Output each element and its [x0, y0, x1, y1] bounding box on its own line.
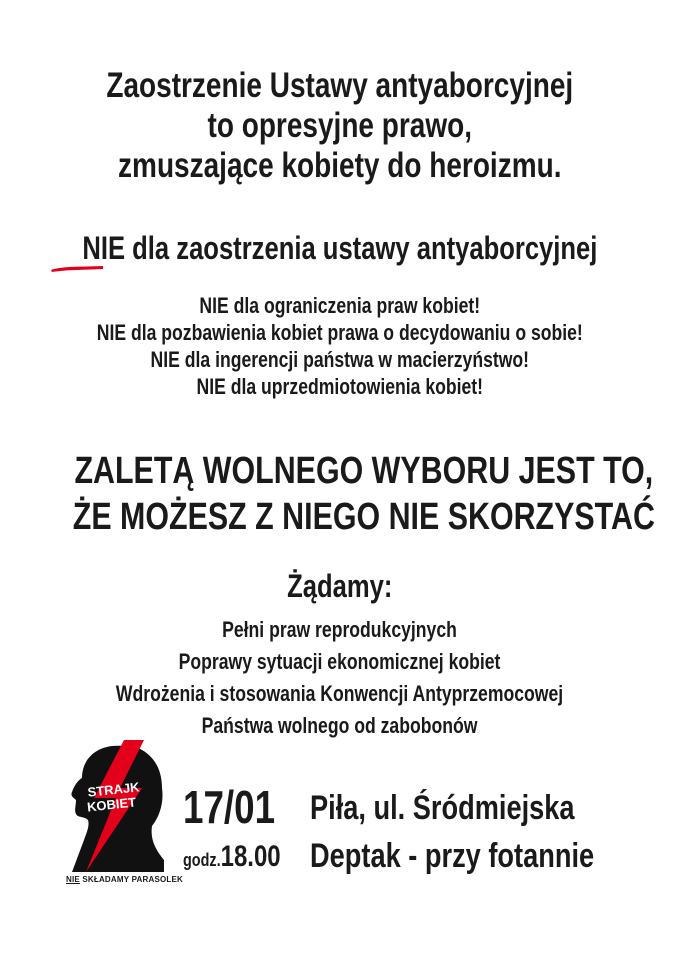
free-choice-slogan: [0, 448, 679, 540]
demands-title-text: Żądamy:: [286, 568, 393, 604]
heading-line-2: to opresyjne prawo,: [207, 106, 472, 145]
place-line-2: Deptak - przy fotannie: [310, 837, 595, 875]
nie-list-item: NIE dla uprzedmiotowienia kobiet!: [196, 374, 483, 399]
nie-list-text: [96, 292, 582, 400]
nie-list: [0, 292, 679, 400]
demands-title: [0, 566, 679, 606]
main-slogan: [0, 228, 679, 268]
time-prefix: godz.: [183, 850, 221, 870]
event-place: [310, 784, 594, 880]
heading: [0, 66, 679, 186]
free-choice-slogan-text: [73, 448, 655, 540]
tagline-nie: NIE: [66, 875, 80, 884]
logo-line-2: KOBIET: [86, 794, 137, 815]
heading-line-3: zmuszające kobiety do heroizmu.: [117, 146, 562, 185]
event-time: [183, 840, 281, 874]
tagline-rest: SKŁADAMY PARASOLEK: [79, 875, 184, 884]
nie-list-item: NIE dla ingerencji państwa w macierzyństwo!: [150, 347, 529, 372]
logo-tagline: [66, 875, 183, 884]
time-value: 18.00: [220, 840, 281, 873]
slogan-line-2: ŻE MOŻESZ Z NIEGO NIE SKORZYSTAĆ: [72, 496, 655, 538]
main-slogan-rest: dla zaostrzenia ustawy antyaborcyjnej: [124, 230, 597, 266]
red-underline-stroke: [50, 264, 104, 272]
demand-item: Państwa wolnego od zabobonów: [201, 713, 478, 738]
heading-line-1: Zaostrzenie Ustawy antyaborcyjnej: [106, 66, 573, 105]
demand-item: Pełni praw reprodukcyjnych: [222, 617, 457, 642]
demands-list-text: [116, 614, 563, 742]
heading-text: [106, 66, 573, 186]
nie-list-item: NIE dla pozbawienia kobiet prawa o decydowaniu o sobie!: [96, 320, 583, 345]
logo-line-1: STRAJK: [86, 779, 141, 800]
main-slogan-highlight: NIE: [81, 230, 125, 266]
demand-item: Wdrożenia i stosowania Konwencji Antyprzemocowej: [115, 681, 564, 706]
event-date: 17/01: [183, 781, 276, 833]
slogan-line-1: ZALETĄ WOLNEGO WYBORU JEST TO,: [74, 450, 654, 492]
main-slogan-text: [82, 228, 597, 268]
strajk-kobiet-logo: [64, 740, 164, 872]
demands-list: [0, 614, 679, 742]
demand-item: Poprawy sytuacji ekonomicznej kobiet: [178, 649, 501, 674]
place-line-1: Piła, ul. Śródmiejska: [310, 789, 575, 827]
nie-list-item: NIE dla ograniczenia praw kobiet!: [199, 293, 480, 318]
